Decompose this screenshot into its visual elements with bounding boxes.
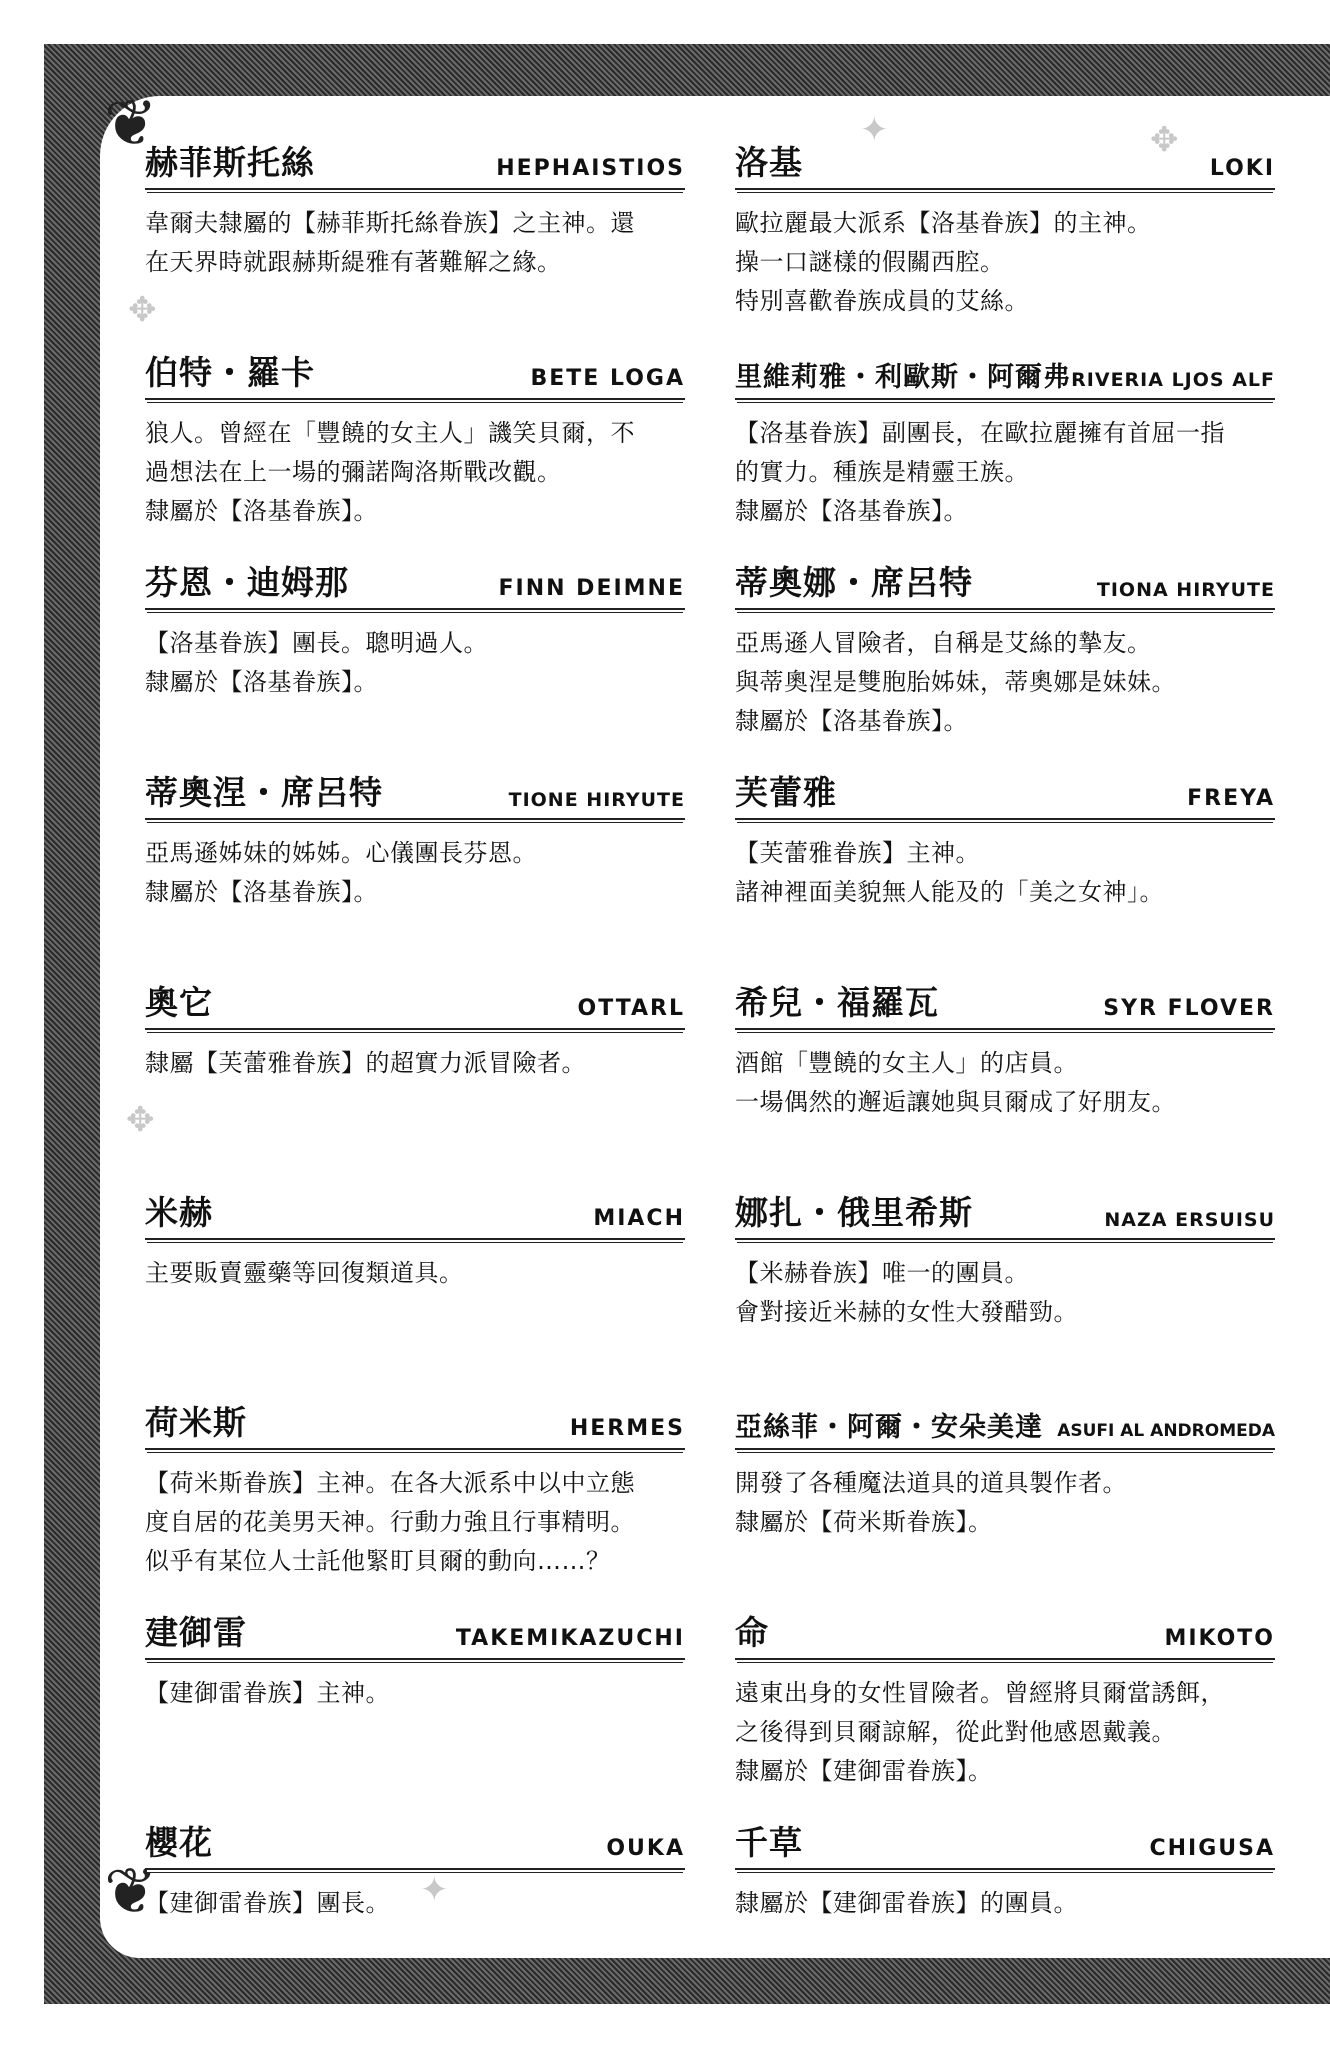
description-line: 隸屬於【洛基眷族】。 bbox=[145, 668, 378, 696]
flourish-icon: ✦ bbox=[420, 1870, 449, 1910]
character-entry bbox=[735, 1610, 1275, 1820]
character-description bbox=[145, 1254, 685, 1293]
description-line: 【荷米斯眷族】主神。在各大派系中以中立態 bbox=[145, 1469, 635, 1497]
description-line: 隸屬【芙蕾雅眷族】的超實力派冒險者。 bbox=[145, 1049, 586, 1077]
character-name-english: CHIGUSA bbox=[1149, 1836, 1275, 1861]
character-description bbox=[735, 1884, 1275, 1923]
description-line: 亞馬遜姊妹的姊姊。心儀團長芬恩。 bbox=[145, 839, 537, 867]
description-line: 操一口謎樣的假關西腔。 bbox=[735, 248, 1005, 276]
character-description bbox=[145, 624, 685, 702]
description-line: 歐拉麗最大派系【洛基眷族】的主神。 bbox=[735, 209, 1152, 237]
character-entry bbox=[145, 560, 685, 770]
character-name: 米赫 bbox=[145, 1193, 213, 1232]
character-entry bbox=[735, 560, 1275, 770]
character-entry bbox=[735, 350, 1275, 560]
character-name-english: FREYA bbox=[1187, 786, 1275, 811]
character-description bbox=[735, 414, 1275, 531]
character-description bbox=[735, 624, 1275, 741]
description-line: 【洛基眷族】團長。聰明過人。 bbox=[145, 629, 488, 657]
character-name-english: RIVERIA LJOS ALF bbox=[1071, 369, 1275, 391]
description-line: 的實力。種族是精靈王族。 bbox=[735, 458, 1029, 486]
character-name-english: MIKOTO bbox=[1164, 1626, 1275, 1651]
character-entry bbox=[735, 1400, 1275, 1610]
character-entry bbox=[145, 140, 685, 350]
character-entry bbox=[145, 1820, 685, 2030]
description-line: 度自居的花美男天神。行動力強且行事精明。 bbox=[145, 1508, 635, 1536]
character-entry bbox=[735, 1190, 1275, 1400]
character-name-english: BETE LOGA bbox=[530, 366, 685, 391]
character-name-english: OUKA bbox=[606, 1836, 685, 1861]
flourish-icon: ✥ bbox=[1150, 120, 1179, 160]
character-name-english: TIONA HIRYUTE bbox=[1096, 579, 1275, 601]
character-entry bbox=[145, 350, 685, 560]
character-name-english: ASUFI AL ANDROMEDA bbox=[1057, 1421, 1275, 1441]
character-name-english: TIONE HIRYUTE bbox=[508, 789, 685, 811]
flourish-icon: ✥ bbox=[128, 290, 157, 330]
character-description bbox=[145, 414, 685, 531]
character-name: 荷米斯 bbox=[145, 1403, 247, 1442]
character-name: 命 bbox=[735, 1613, 769, 1652]
character-name-english: HERMES bbox=[569, 1416, 685, 1441]
character-description bbox=[145, 204, 685, 282]
character-name-english: MIACH bbox=[593, 1206, 685, 1231]
character-description bbox=[145, 834, 685, 912]
description-line: 過想法在上一場的彌諾陶洛斯戰改觀。 bbox=[145, 458, 562, 486]
description-line: 在天界時就跟赫斯緹雅有著難解之緣。 bbox=[145, 248, 562, 276]
character-description bbox=[145, 1464, 685, 1581]
description-line: 亞馬遜人冒險者，自稱是艾絲的摯友。 bbox=[735, 629, 1152, 657]
character-name-english: TAKEMIKAZUCHI bbox=[455, 1626, 685, 1651]
character-entry bbox=[145, 1190, 685, 1400]
character-name: 芙蕾雅 bbox=[735, 773, 837, 812]
description-line: 開發了各種魔法道具的道具製作者。 bbox=[735, 1469, 1127, 1497]
character-entry bbox=[145, 980, 685, 1190]
flourish-icon: ✦ bbox=[860, 110, 889, 150]
character-description bbox=[145, 1884, 685, 1923]
description-line: 狼人。曾經在「豐饒的女主人」譏笑貝爾，不 bbox=[145, 419, 635, 447]
character-name: 蒂奧涅・席呂特 bbox=[145, 773, 383, 812]
description-line: 【洛基眷族】副團長，在歐拉麗擁有首屈一指 bbox=[735, 419, 1225, 447]
character-name-english: SYR FLOVER bbox=[1103, 996, 1275, 1021]
description-line: 【芙蕾雅眷族】主神。 bbox=[735, 839, 980, 867]
description-line: 似乎有某位人士託他緊盯貝爾的動向……？ bbox=[145, 1547, 611, 1575]
character-name-english: OTTARL bbox=[577, 996, 685, 1021]
character-name-english: FINN DEIMNE bbox=[498, 576, 685, 601]
character-description bbox=[735, 1464, 1275, 1542]
character-name: 櫻花 bbox=[145, 1823, 213, 1862]
character-description bbox=[735, 1254, 1275, 1332]
description-line: 【建御雷眷族】主神。 bbox=[145, 1679, 390, 1707]
description-line: 與蒂奧涅是雙胞胎姊妹，蒂奧娜是妹妹。 bbox=[735, 668, 1176, 696]
character-name: 伯特・羅卡 bbox=[145, 353, 315, 392]
character-name-english: LOKI bbox=[1209, 156, 1275, 181]
character-name: 千草 bbox=[735, 1823, 803, 1862]
character-entry bbox=[145, 1400, 685, 1610]
description-line: 隸屬於【洛基眷族】。 bbox=[735, 707, 968, 735]
character-name: 奧它 bbox=[145, 983, 213, 1022]
character-description bbox=[735, 1674, 1275, 1791]
description-line: 一場偶然的邂逅讓她與貝爾成了好朋友。 bbox=[735, 1088, 1176, 1116]
character-name: 里維莉雅・利歐斯・阿爾弗 bbox=[735, 362, 1071, 393]
description-line: 主要販賣靈藥等回復類道具。 bbox=[145, 1259, 464, 1287]
character-name: 娜扎・俄里希斯 bbox=[735, 1193, 973, 1232]
description-line: 會對接近米赫的女性大發醋勁。 bbox=[735, 1298, 1078, 1326]
description-line: 之後得到貝爾諒解，從此對他感恩戴義。 bbox=[735, 1718, 1176, 1746]
character-description bbox=[735, 834, 1275, 912]
character-name: 希兒・福羅瓦 bbox=[735, 983, 939, 1022]
flourish-icon: ✥ bbox=[126, 1100, 155, 1140]
character-name: 亞絲菲・阿爾・安朵美達 bbox=[735, 1412, 1043, 1443]
character-entry bbox=[735, 140, 1275, 350]
character-entry bbox=[735, 770, 1275, 980]
description-line: 隸屬於【建御雷眷族】的團員。 bbox=[735, 1889, 1078, 1917]
description-line: 韋爾夫隸屬的【赫菲斯托絲眷族】之主神。還 bbox=[145, 209, 635, 237]
description-line: 隸屬於【荷米斯眷族】。 bbox=[735, 1508, 993, 1536]
description-line: 【米赫眷族】唯一的團員。 bbox=[735, 1259, 1029, 1287]
character-name: 赫菲斯托絲 bbox=[145, 143, 315, 182]
character-description bbox=[735, 1044, 1275, 1122]
description-line: 隸屬於【洛基眷族】。 bbox=[735, 497, 968, 525]
character-name: 洛基 bbox=[735, 143, 803, 182]
description-line: 酒館「豐饒的女主人」的店員。 bbox=[735, 1049, 1078, 1077]
character-description bbox=[735, 204, 1275, 321]
character-description bbox=[145, 1044, 685, 1083]
description-line: 【建御雷眷族】團長。 bbox=[145, 1889, 390, 1917]
character-name-english: HEPHAISTIOS bbox=[496, 156, 685, 181]
character-name-english: NAZA ERSUISU bbox=[1104, 1209, 1275, 1231]
corner-ornament-icon: ❦ bbox=[104, 87, 158, 161]
description-line: 特別喜歡眷族成員的艾絲。 bbox=[735, 287, 1029, 315]
description-line: 諸神裡面美貌無人能及的「美之女神」。 bbox=[735, 878, 1164, 906]
description-line: 隸屬於【洛基眷族】。 bbox=[145, 878, 378, 906]
character-entry bbox=[735, 1820, 1275, 2030]
character-name: 芬恩・迪姆那 bbox=[145, 563, 349, 602]
character-name: 建御雷 bbox=[145, 1613, 247, 1652]
character-list bbox=[145, 140, 1275, 2030]
character-description bbox=[145, 1674, 685, 1713]
description-line: 遠東出身的女性冒險者。曾經將貝爾當誘餌， bbox=[735, 1679, 1225, 1707]
character-entry bbox=[145, 770, 685, 980]
character-entry bbox=[735, 980, 1275, 1190]
character-entry bbox=[145, 1610, 685, 1820]
corner-ornament-icon: ❦ bbox=[104, 1855, 158, 1929]
description-line: 隸屬於【洛基眷族】。 bbox=[145, 497, 378, 525]
description-line: 隸屬於【建御雷眷族】。 bbox=[735, 1757, 993, 1785]
character-name: 蒂奧娜・席呂特 bbox=[735, 563, 973, 602]
